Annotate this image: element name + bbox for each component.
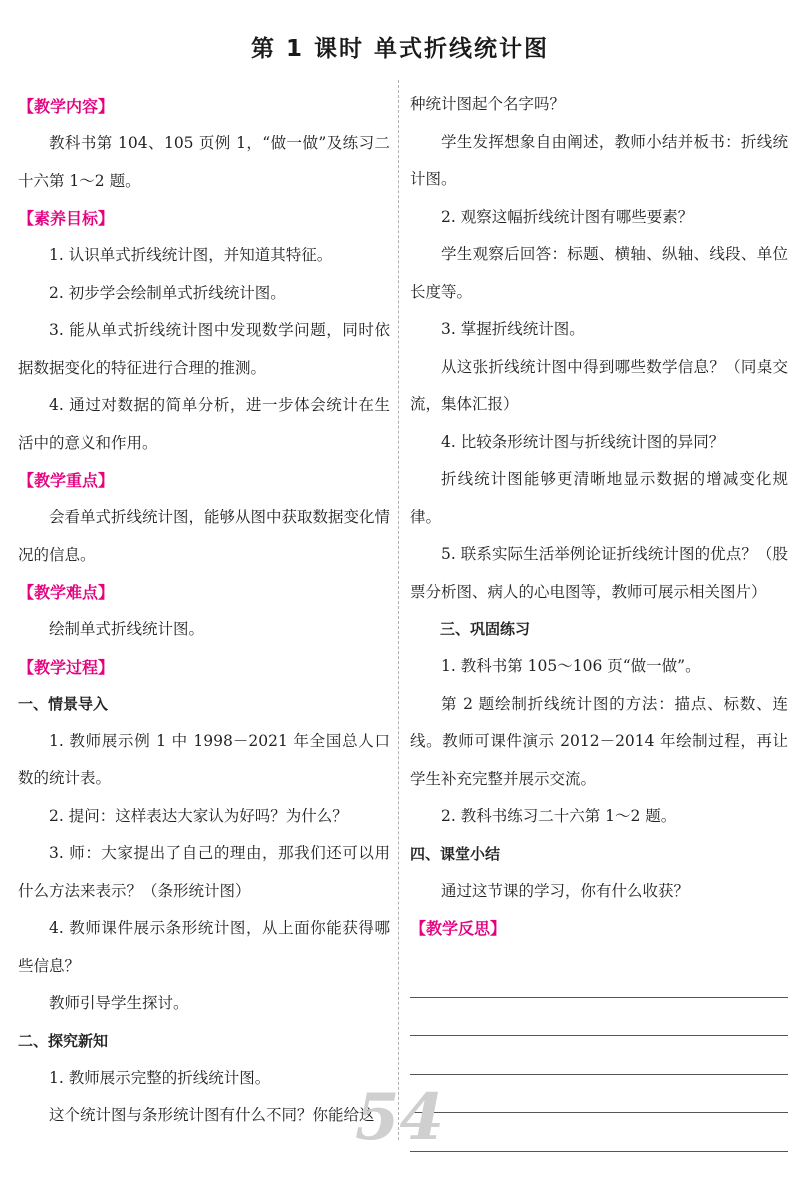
- reflection-lines: [410, 959, 788, 1152]
- goal-item: 3. 能从单式折线统计图中发现数学问题，同时依据数据变化的特征进行合理的推测。: [18, 321, 390, 377]
- writing-line: [410, 1113, 788, 1152]
- explore-item: 3. 掌握折线统计图。: [441, 320, 585, 338]
- page-title: 第 1 课时 单式折线统计图: [250, 36, 550, 62]
- goal-item: 1. 认识单式折线统计图，并知道其特征。: [49, 246, 333, 264]
- explore-item: 5. 联系实际生活举例论证折线统计图的优点？（股票分析图、病人的心电图等，教师可展示相关图片）: [410, 545, 788, 601]
- explore-item: 学生发挥想象自由阐述，教师小结并板书：折线统计图。: [410, 132, 788, 188]
- goal-item: 2. 初步学会绘制单式折线统计图。: [49, 283, 286, 302]
- subheading-summary: 四、课堂小结: [410, 844, 501, 863]
- explore-item: 1. 教师展示完整的折线统计图。: [49, 1068, 271, 1087]
- explore-item: 从这张折线统计图中得到哪些数学信息？（同桌交流，集体汇报）: [410, 357, 788, 413]
- explore-continuation: 种统计图起个名字吗？: [410, 95, 566, 113]
- practice-item: 2. 教科书练习二十六第 1～2 题。: [441, 807, 677, 825]
- intro-item: 4. 教师课件展示条形统计图，从上面你能获得哪些信息？: [18, 919, 390, 975]
- right-column: [410, 86, 788, 1152]
- section-heading-key: 【教学重点】: [18, 471, 115, 490]
- difficulty-text: 绘制单式折线统计图。: [49, 620, 205, 638]
- summary-text: 通过这节课的学习，你有什么收获？: [441, 881, 690, 900]
- intro-item: 2. 提问：这样表达大家认为好吗？为什么？: [49, 806, 348, 825]
- section-heading-process: 【教学过程】: [18, 657, 115, 677]
- column-divider: [398, 80, 399, 1140]
- goal-item: 4. 通过对数据的简单分析，进一步体会统计在生活中的意义和作用。: [18, 396, 390, 452]
- subheading-intro: 一、情景导入: [18, 694, 109, 713]
- intro-item: 教师引导学生探讨。: [49, 994, 189, 1012]
- section-heading-goals: 【素养目标】: [18, 209, 115, 228]
- explore-item: 4. 比较条形统计图与折线统计图的异同？: [441, 432, 725, 451]
- practice-item: 第 2 题绘制折线统计图的方法：描点、标数、连线。教师可课件演示 2012－2014 年绘制过程，再让学生补充完整并展示交流。: [410, 694, 788, 788]
- explore-item: 折线统计图能够更清晰地显示数据的增减变化规律。: [410, 470, 788, 526]
- writing-line: [410, 998, 788, 1037]
- intro-item: 1. 教师展示例 1 中 1998－2021 年全国总人口数的统计表。: [18, 731, 390, 787]
- left-column: [18, 88, 390, 1135]
- explore-item: 学生观察后回答：标题、横轴、纵轴、线段、单位长度等。: [410, 245, 788, 301]
- subheading-explore: 二、探究新知: [18, 1031, 109, 1050]
- writing-line: [410, 1075, 788, 1114]
- intro-item: 3. 师：大家提出了自己的理由，那我们还可以用什么方法来表示？（条形统计图）: [18, 844, 390, 900]
- content-text: 教科书第 104、105 页例 1，“做一做”及练习二十六第 1～2 题。: [18, 134, 390, 190]
- section-heading-content: 【教学内容】: [18, 97, 115, 116]
- section-heading-difficulty: 【教学难点】: [18, 583, 115, 602]
- page-number: 54: [355, 1080, 445, 1155]
- writing-line: [410, 959, 788, 998]
- explore-item: 2. 观察这幅折线统计图有哪些要素？: [441, 207, 694, 226]
- key-text: 会看单式折线统计图，能够从图中获取数据变化情况的信息。: [18, 508, 391, 564]
- writing-line: [410, 1036, 788, 1075]
- explore-item: 这个统计图与条形统计图有什么不同？你能给这: [49, 1106, 375, 1124]
- subheading-practice: 三、巩固练习: [440, 620, 531, 638]
- practice-item: 1. 教科书第 105～106 页“做一做”。: [441, 657, 701, 675]
- section-heading-reflection: 【教学反思】: [410, 919, 507, 938]
